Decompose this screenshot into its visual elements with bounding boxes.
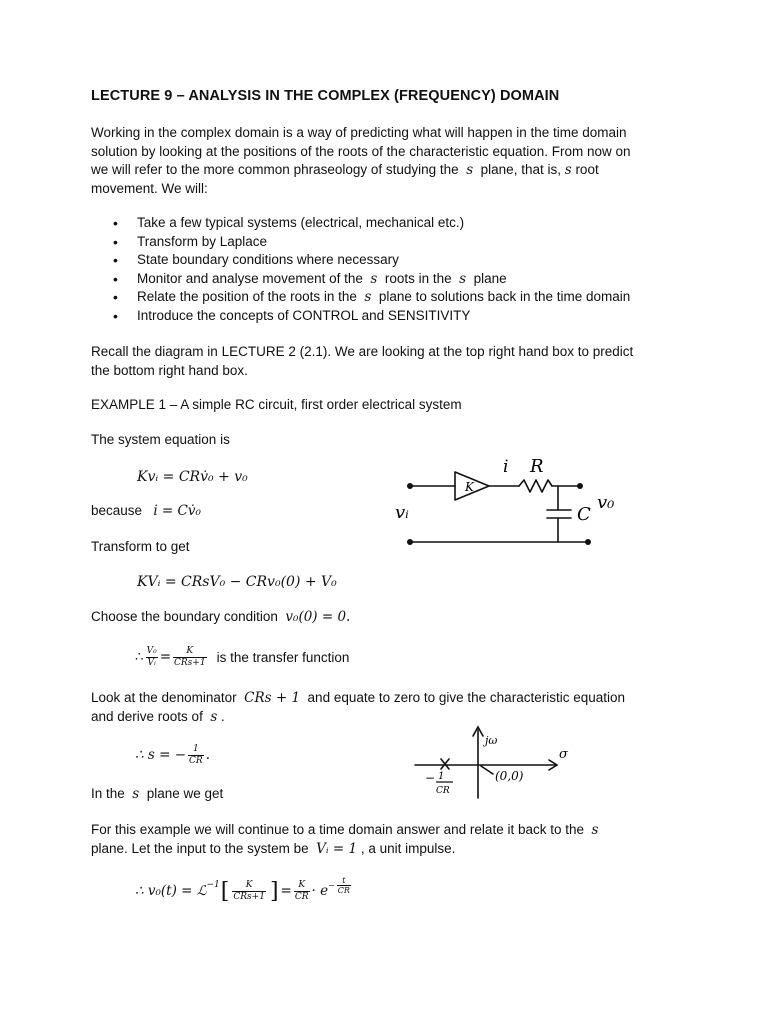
list-item: • Monitor and analyse movement of the s roots in the s plane <box>91 270 711 289</box>
bullet-list <box>91 214 711 325</box>
list-item: • Relate the position of the roots in the s plane to solutions back in the time domain <box>91 288 711 307</box>
recall-line: the bottom right hand box. <box>91 362 248 378</box>
s-symbol: s <box>466 162 474 178</box>
transfer-function: ∴ $\frac{\text{V₀}}{\text{Vᵢ}}$ = $\frac{K}{\text{CRs+1}}$ is the transfer function <box>135 645 350 668</box>
sigma-label: σ <box>559 747 568 762</box>
origin-label: (0,0) <box>495 769 524 783</box>
list-item: • Take a few typical systems (electrical, mechanical etc.) <box>91 214 711 233</box>
list-item: • Transform by Laplace <box>91 233 711 252</box>
pole-minus: − <box>425 771 436 785</box>
resistor-symbol <box>519 480 552 492</box>
intro-line <box>91 161 691 180</box>
jw-label: jω <box>485 734 498 747</box>
splane-label: In the s plane we get <box>91 786 224 802</box>
recall-paragraph <box>91 343 691 380</box>
system-equation: Kvᵢ = CRv̇₀ + v₀ <box>137 469 248 485</box>
origin-pointer <box>481 766 493 774</box>
resistor-label: R <box>530 456 544 477</box>
intro-text: we will refer to the more common phraseology of studying the <box>91 162 459 177</box>
intro-text: plane, that is, <box>480 162 561 177</box>
list-item: • State boundary conditions where necessary <box>91 251 711 270</box>
page-title: LECTURE 9 – ANALYSIS IN THE COMPLEX (FREQUENCY) DOMAIN <box>91 88 560 104</box>
boundary-line: Choose the boundary condition v₀(0) = 0. <box>91 609 351 625</box>
s-symbol: s <box>564 162 572 178</box>
intro-paragraph <box>91 124 691 198</box>
pole-label-num: 1 <box>438 771 445 782</box>
because-line: because i = Cv̇₀ <box>91 503 201 519</box>
rc-circuit-diagram <box>385 450 625 560</box>
intro-line: solution by looking at the positions of the roots of the characteristic equation. From now on <box>91 143 631 159</box>
transform-label: Transform to get <box>91 539 190 554</box>
boundary-equation: v₀(0) = 0. <box>285 609 351 625</box>
list-item: • Introduce the concepts of CONTROL and SENSITIVITY <box>91 307 711 326</box>
intro-line: Working in the complex domain is a way of predicting what will happen in the time domain <box>91 125 627 140</box>
denominator-paragraph: Look at the denominator CRs + 1 and equate to zero to give the characteristic equation and derive roots of s . <box>91 690 626 725</box>
transformed-equation: KVᵢ = CRsV₀ − CRv₀(0) + V₀ <box>137 574 337 590</box>
amplifier-gain-label: K <box>465 480 474 494</box>
example-heading: EXAMPLE 1 – A simple RC circuit, first order electrical system <box>91 397 462 412</box>
input-voltage-label: vᵢ <box>395 502 409 523</box>
capacitor-label: C <box>577 504 591 525</box>
output-voltage-label: v₀ <box>597 492 615 513</box>
time-domain-equation: ∴ v₀(t) = ℒ $^{-1}$ [ $\frac{K}{\text{CRs+1}}$ ] = $\frac{K}{CR}$ · e − $\frac{t}{CR}$ <box>135 876 350 904</box>
root-equation: ∴ s = − $\frac{1}{CR}$ . <box>135 743 210 766</box>
current-equation: i = Cv̇₀ <box>153 503 201 519</box>
continue-paragraph: For this example we will continue to a time domain answer and relate it back to the s plane. Let the input to the system be Vᵢ = 1 , a unit impulse. <box>91 822 599 857</box>
intro-text: root <box>575 162 599 177</box>
intro-line: movement. We will: <box>91 180 208 196</box>
recall-line: Recall the diagram in LECTURE 2 (2.1). We are looking at the top right hand box to predict <box>91 344 634 359</box>
system-eq-label: The system equation is <box>91 432 230 447</box>
s-plane-sketch <box>405 722 575 802</box>
current-label: i <box>503 457 509 477</box>
pole-label-den: CR <box>436 786 450 796</box>
